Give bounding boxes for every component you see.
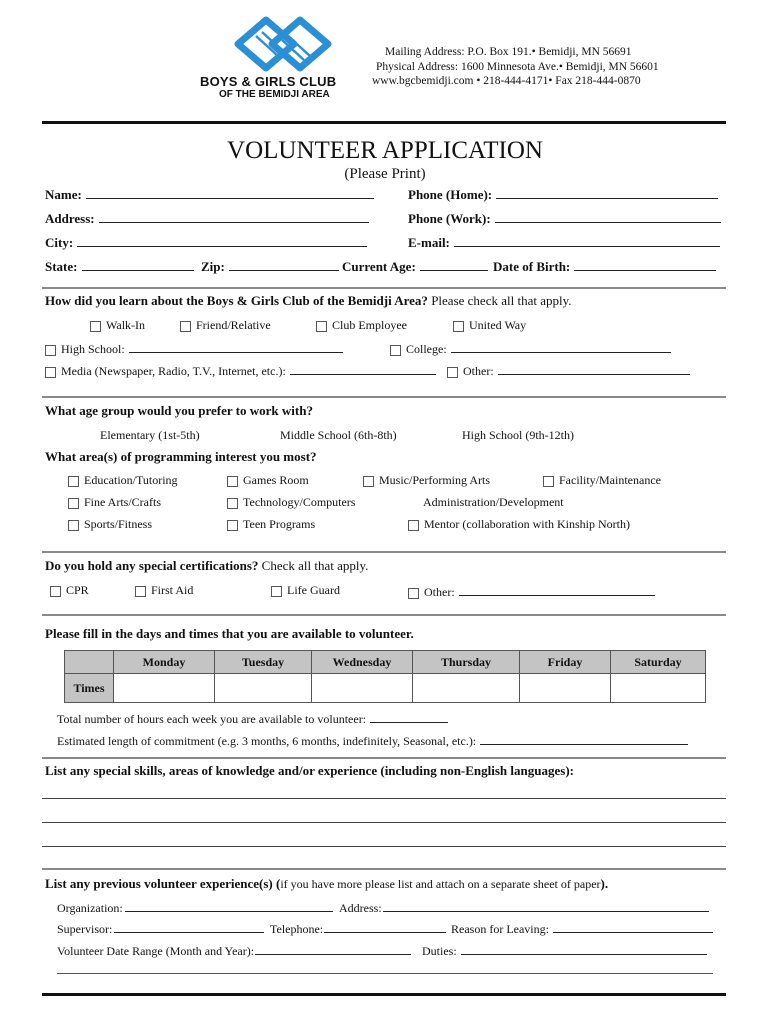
checkbox-icon (180, 321, 191, 332)
org-subname: OF THE BEMIDJI AREA (219, 89, 330, 100)
section-divider (42, 287, 726, 289)
unitedway-checkbox[interactable]: United Way (453, 318, 526, 333)
walkin-checkbox[interactable]: Walk-In (90, 318, 145, 333)
footer-rule (42, 993, 726, 996)
checkbox-icon (45, 345, 56, 356)
prog-mentor-checkbox[interactable]: Mentor (collaboration with Kinship North) (408, 517, 630, 532)
checkbox-icon (447, 367, 458, 378)
skills-question: List any special skills, areas of knowledge and/or experience (including non-English languages): (45, 763, 574, 778)
prog-finearts-checkbox[interactable]: Fine Arts/Crafts (68, 495, 161, 510)
name-field[interactable]: Name: (45, 186, 374, 203)
prog-education-checkbox[interactable]: Education/Tutoring (68, 473, 178, 488)
checkbox-icon (316, 321, 327, 332)
commitment-field[interactable]: Estimated length of commitment (e.g. 3 months, 6 months, indefinitely, Seasonal, etc.): (57, 732, 688, 749)
skills-line[interactable] (42, 846, 726, 847)
city-field[interactable]: City: (45, 234, 367, 251)
page-title: VOLUNTEER APPLICATION (227, 137, 543, 164)
day-header: Thursday (413, 651, 520, 674)
times-cell[interactable] (413, 674, 520, 703)
physical-address: Physical Address: 1600 Minnesota Ave.• Bemidji, MN 56601 (376, 61, 659, 73)
age-field[interactable]: Current Age: (342, 258, 488, 275)
club-logo-icon (228, 14, 338, 78)
prog-music-checkbox[interactable]: Music/Performing Arts (363, 473, 490, 488)
day-header: Monday (114, 651, 215, 674)
prev-telephone-field[interactable]: Telephone: (270, 920, 446, 937)
checkbox-icon (408, 520, 419, 531)
checkbox-icon (45, 367, 56, 378)
state-field[interactable]: State: (45, 258, 194, 275)
prev-organization-field[interactable]: Organization: (57, 899, 333, 916)
hours-field[interactable]: Total number of hours each week you are available to volunteer: (57, 710, 448, 727)
checkbox-icon (90, 321, 101, 332)
prog-administration[interactable]: Administration/Development (423, 495, 564, 509)
certs-question: Do you hold any special certifications? Check all that apply. (45, 558, 369, 573)
email-field[interactable]: E-mail: (408, 234, 720, 251)
age-group-question: What age group would you prefer to work with? (45, 403, 313, 418)
learn-question: How did you learn about the Boys & Girls Club of the Bemidji Area? Please check all that apply. (45, 293, 572, 308)
times-row-label: Times (65, 674, 114, 703)
checkbox-icon (68, 520, 79, 531)
page-subtitle: (Please Print) (344, 166, 426, 182)
day-header: Saturday (611, 651, 706, 674)
availability-table (64, 650, 706, 703)
times-cell[interactable] (312, 674, 413, 703)
checkbox-icon (68, 476, 79, 487)
prev-dates-field[interactable]: Volunteer Date Range (Month and Year): (57, 942, 411, 959)
media-checkbox[interactable]: Media (Newspaper, Radio, T.V., Internet, etc.): (45, 362, 436, 379)
prev-reason-field[interactable]: Reason for Leaving: (451, 920, 713, 937)
zip-field[interactable]: Zip: (201, 258, 339, 275)
section-divider (42, 551, 726, 553)
header-rule (42, 121, 726, 124)
prev-address-field[interactable]: Address: (339, 899, 709, 916)
skills-line[interactable] (42, 798, 726, 799)
cert-other-checkbox[interactable]: Other: (408, 583, 655, 600)
section-divider (42, 868, 726, 870)
checkbox-icon (227, 520, 238, 531)
section-divider (42, 614, 726, 616)
checkbox-icon (271, 586, 282, 597)
section-divider (42, 757, 726, 759)
checkbox-icon (68, 498, 79, 509)
checkbox-icon (363, 476, 374, 487)
checkbox-icon (135, 586, 146, 597)
previous-question: List any previous volunteer experience(s) (if you have more please list and attach on a separate sheet of paper). (45, 876, 609, 891)
prev-duties-field[interactable]: Duties: (422, 942, 707, 959)
cert-cpr-checkbox[interactable]: CPR (50, 583, 89, 598)
skills-line[interactable] (42, 822, 726, 823)
times-cell[interactable] (215, 674, 312, 703)
duties-line[interactable] (57, 973, 713, 974)
checkbox-icon (390, 345, 401, 356)
prog-technology-checkbox[interactable]: Technology/Computers (227, 495, 355, 510)
learn-other-checkbox[interactable]: Other: (447, 362, 690, 379)
times-cell[interactable] (611, 674, 706, 703)
mailing-address: Mailing Address: P.O. Box 191.• Bemidji, MN 56691 (385, 46, 632, 58)
age-elementary[interactable]: Elementary (1st-5th) (100, 428, 200, 442)
org-name: BOYS & GIRLS CLUB (200, 74, 337, 89)
times-cell[interactable] (114, 674, 215, 703)
day-header: Wednesday (312, 651, 413, 674)
checkbox-icon (50, 586, 61, 597)
cert-lifeguard-checkbox[interactable]: Life Guard (271, 583, 340, 598)
prog-facility-checkbox[interactable]: Facility/Maintenance (543, 473, 661, 488)
table-corner (65, 651, 114, 674)
friend-checkbox[interactable]: Friend/Relative (180, 318, 271, 333)
highschool-checkbox[interactable]: High School: (45, 340, 343, 357)
employee-checkbox[interactable]: Club Employee (316, 318, 407, 333)
day-header: Tuesday (215, 651, 312, 674)
college-checkbox[interactable]: College: (390, 340, 671, 357)
checkbox-icon (543, 476, 554, 487)
phone-work-field[interactable]: Phone (Work): (408, 210, 721, 227)
cert-firstaid-checkbox[interactable]: First Aid (135, 583, 193, 598)
checkbox-icon (408, 588, 419, 599)
checkbox-icon (453, 321, 464, 332)
checkbox-icon (227, 476, 238, 487)
phone-home-field[interactable]: Phone (Home): (408, 186, 718, 203)
prog-sports-checkbox[interactable]: Sports/Fitness (68, 517, 152, 532)
times-cell[interactable] (520, 674, 611, 703)
address-field[interactable]: Address: (45, 210, 369, 227)
prog-gamesroom-checkbox[interactable]: Games Room (227, 473, 309, 488)
availability-question: Please fill in the days and times that you are available to volunteer. (45, 626, 414, 641)
website-phone: www.bgcbemidji.com • 218-444-4171• Fax 218-444-0870 (372, 75, 641, 87)
prev-supervisor-field[interactable]: Supervisor: (57, 920, 264, 937)
day-header: Friday (520, 651, 611, 674)
age-high[interactable]: High School (9th-12th) (462, 428, 574, 442)
prog-teen-checkbox[interactable]: Teen Programs (227, 517, 315, 532)
age-middle[interactable]: Middle School (6th-8th) (280, 428, 397, 442)
programming-question: What area(s) of programming interest you most? (45, 449, 317, 464)
section-divider (42, 396, 726, 398)
dob-field[interactable]: Date of Birth: (493, 258, 716, 275)
checkbox-icon (227, 498, 238, 509)
